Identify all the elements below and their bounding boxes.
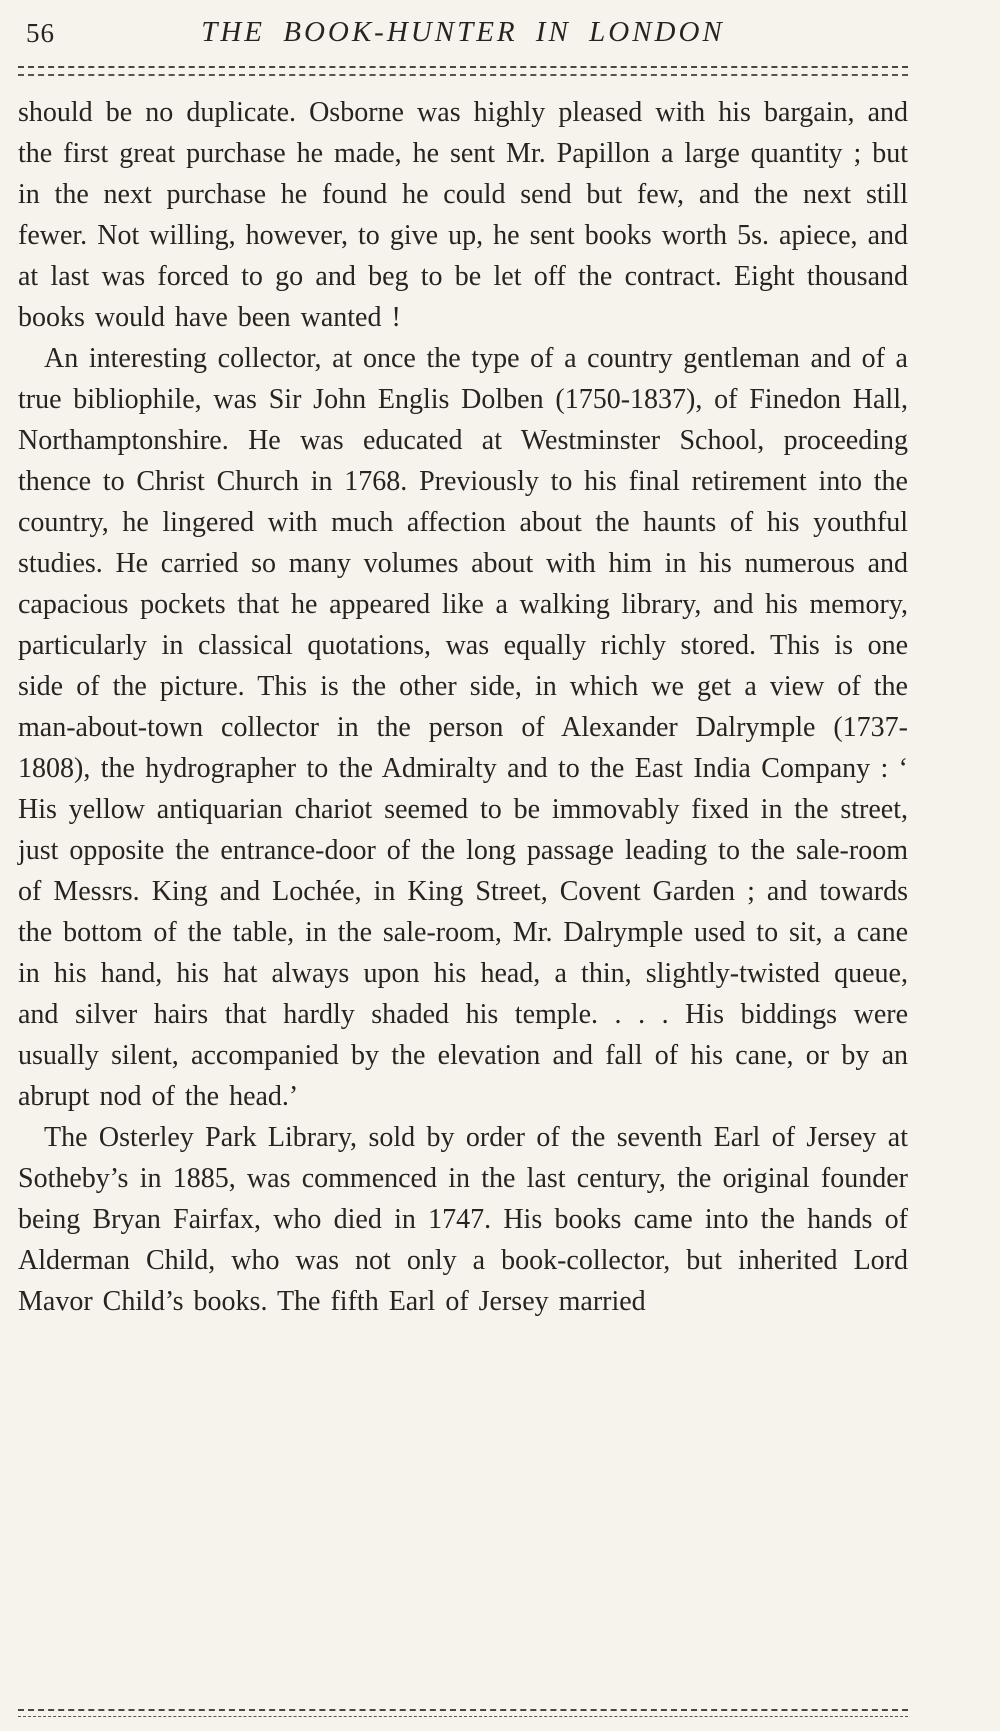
paragraph: An interesting collector, at once the type of a country gentleman and of a true bibliophile, was Sir John Englis Dolben (1750-1837), of Finedon Hall, Northamptonshire. He was educated at Westminster School, proceeding thence to Christ Church in 1768. Previously to his final retirement into the country, he lingered with much affection about the haunts of his youthful studies. He carried so many volumes about with him in his numerous and capacious pockets that he appeared like a walking library, and his memory, particularly in classical quotations, was equally richly stored. This is one side of the picture. This is the other side, in which we get a view of the man-about-town collector in the person of Alexander Dalrymple (1737-1808), the hydrographer to the Admiralty and to the East India Company : ‘ His yellow antiquarian chariot seemed to be immovably fixed in the street, just opposite the entrance-door of the long passage leading to the sale-room of Messrs. King and Lochée, in King Street, Covent Garden ; and towards the bottom of the table, in the sale-room, Mr. Dalrymple used to sit, a cane in his hand, his hat always upon his head, a thin, slightly-twisted queue, and silver hairs that hardly shaded his temple. . . . His biddings were usually silent, accompanied by the elevation and fall of his cane, or by an abrupt nod of the head.’ bbox=[18, 343, 908, 1112]
paragraph: The Osterley Park Library, sold by order of the seventh Earl of Jersey at Sotheby’s in 1885, was commenced in the last century, the original founder being Bryan Fairfax, who died in 1747. His books came into the hands of Alderman Child, who was not only a book-collector, but inherited Lord Mavor Child’s books. The fifth Earl of Jersey married bbox=[18, 1122, 908, 1317]
page-number: 56 bbox=[26, 18, 55, 48]
paragraph: should be no duplicate. Osborne was highly pleased with his bargain, and the first great purchase he made, he sent Mr. Papillon a large quantity ; but in the next purchase he found he could send but few, and the next still fewer. Not willing, however, to give up, he sent books worth 5s. apiece, and at last was forced to go and beg to be let off the contract. Eight thousand books would have been wanted ! bbox=[18, 97, 908, 333]
running-header-title: THE BOOK-HUNTER IN LONDON bbox=[201, 16, 725, 48]
body-text bbox=[18, 92, 908, 1322]
header-rule-divider bbox=[18, 66, 908, 76]
page-header bbox=[18, 12, 908, 58]
footer-rule-divider bbox=[18, 1709, 908, 1717]
